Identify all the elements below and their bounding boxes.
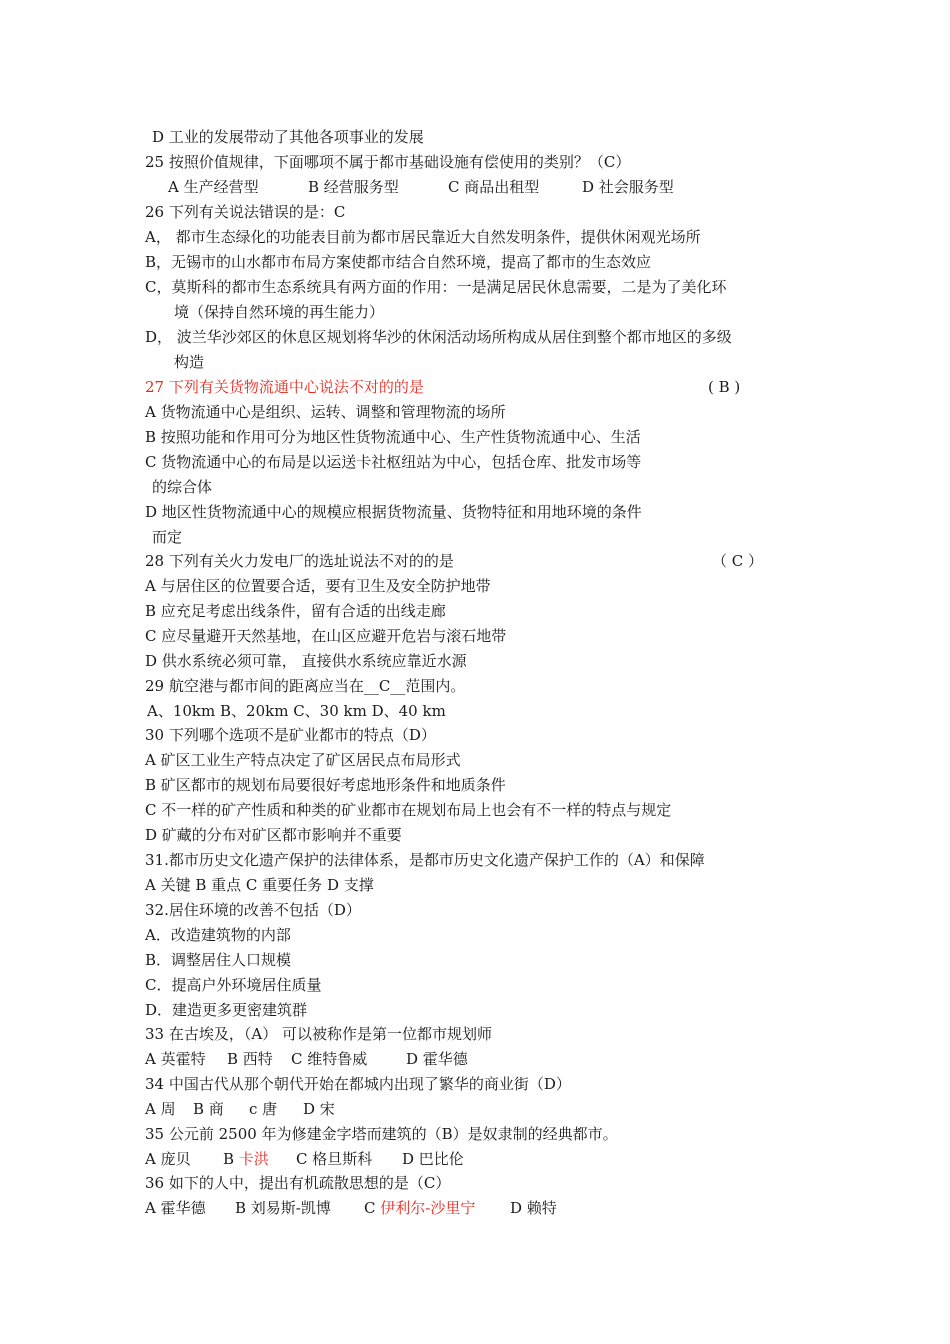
question-25-options <box>168 177 674 197</box>
question-32-option-b: B．调整居住人口规模 <box>145 951 292 969</box>
option-c-letter: C <box>364 1199 381 1217</box>
question-27: 27 下列有关货物流通中心说法不对的的是 <box>145 378 424 396</box>
question-33: 33 在古埃及，（A） 可以被称作是第一位都市规划师 <box>145 1025 492 1043</box>
option-b-letter: B <box>223 1150 239 1168</box>
question-26-option-b: B，无锡市的山水都市布局方案使都市结合自然环境，提高了都市的生态效应 <box>145 253 652 271</box>
option-a: A 英霍特 <box>145 1050 206 1068</box>
question-28-option-b: B 应充足考虑出线条件，留有合适的出线走廊 <box>145 602 446 620</box>
question-26: 26 下列有关说法错误的是：C <box>145 203 346 221</box>
option-d: D 社会服务型 <box>582 178 674 196</box>
option-a: A 霍华德 <box>145 1199 206 1217</box>
question-33-options <box>145 1049 468 1069</box>
option-c: C 格旦斯科 <box>296 1150 373 1168</box>
option-b: B 经营服务型 <box>308 178 399 196</box>
question-26-option-d-cont: 构造 <box>174 353 205 371</box>
question-31-options: A 关键 B 重点 C 重要任务 D 支撑 <box>145 876 374 894</box>
option-a: A 庞贝 <box>145 1150 191 1168</box>
option-d: D 宋 <box>303 1100 335 1118</box>
option-b: B 商 <box>193 1100 224 1118</box>
option-b: B 刘易斯-凯博 <box>235 1199 331 1217</box>
option-a: A 周 <box>145 1100 176 1118</box>
question-27-option-d-cont: 而定 <box>152 528 183 546</box>
question-30-option-b: B 矿区都市的规划布局要很好考虑地形条件和地质条件 <box>145 776 506 794</box>
question-26-option-a: A， 都市生态绿化的功能表目前为都市居民靠近大自然发明条件，提供休闲观光场所 <box>145 228 701 246</box>
question-30-option-c: C 不一样的矿产性质和种类的矿业都市在规划布局上也会有不一样的特点与规定 <box>145 801 672 819</box>
question-32-option-d: D．建造更多更密建筑群 <box>145 1001 308 1019</box>
question-34: 34 中国古代从那个朝代开始在都城内出现了繁华的商业街（D） <box>145 1075 571 1093</box>
option-c: C 商品出租型 <box>448 178 540 196</box>
question-28-option-c: C 应尽量避开天然基地，在山区应避开危岩与滚石地带 <box>145 627 507 645</box>
question-29-options: A、10km B、20km C、30 km D、40 km <box>147 702 446 720</box>
question-31: 31.都市历史文化遗产保护的法律体系，是都市历史文化遗产保护工作的（A）和保障 <box>145 851 705 869</box>
question-26-option-c-cont: 境（保持自然环境的再生能力） <box>174 303 385 321</box>
question-30: 30 下列哪个选项不是矿业都市的特点（D） <box>145 726 436 744</box>
option-c <box>364 1198 510 1218</box>
question-30-option-a: A 矿区工业生产特点决定了矿区居民点布局形式 <box>145 751 461 769</box>
question-35-options <box>145 1149 464 1169</box>
question-28-option-d: D 供水系统必须可靠， 直接供水系统应靠近水源 <box>145 652 467 670</box>
question-27-option-d: D 地区性货物流通中心的规模应根据货物流量、货物特征和用地环境的条件 <box>145 503 642 521</box>
question-27-option-c: C 货物流通中心的布局是以运送卡社枢纽站为中心，包括仓库、批发市场等 <box>145 453 642 471</box>
question-28-answer: （ C ） <box>712 552 764 570</box>
question-35: 35 公元前 2500 年为修建金字塔而建筑的（B）是奴隶制的经典都市。 <box>145 1125 618 1143</box>
option-d: D 巴比伦 <box>402 1150 464 1168</box>
question-36: 36 如下的人中，提出有机疏散思想的是（C） <box>145 1174 451 1192</box>
question-27-option-a: A 货物流通中心是组织、运转、调整和管理物流的场所 <box>145 403 506 421</box>
option-c-highlight: 伊利尔-沙里宁 <box>380 1199 476 1217</box>
question-26-option-d: D， 波兰华沙郊区的休息区规划将华沙的休闲活动场所构成从居住到整个都市地区的多级 <box>145 328 732 346</box>
question-27-option-c-cont: 的综合体 <box>152 478 213 496</box>
question-25: 25 按照价值规律，下面哪项不属于都市基础设施有偿使用的类别？（C） <box>145 153 631 171</box>
option-a: A 生产经营型 <box>168 178 259 196</box>
question-36-options <box>145 1198 557 1218</box>
question-32-option-a: A．改造建筑物的内部 <box>145 926 291 944</box>
question-32-option-c: C．提高户外环境居住质量 <box>145 976 322 994</box>
option-b <box>223 1149 296 1169</box>
option-d: D 赖特 <box>510 1199 557 1217</box>
option-c: C 维特鲁威 <box>291 1050 368 1068</box>
option-b-highlight: 卡洪 <box>238 1150 269 1168</box>
text-line: D 工业的发展带动了其他各项事业的发展 <box>152 128 424 146</box>
option-d: D 霍华德 <box>406 1050 468 1068</box>
option-c: c 唐 <box>249 1100 278 1118</box>
question-27-answer: ( B ) <box>708 378 741 396</box>
question-28-option-a: A 与居住区的位置要合适，要有卫生及安全防护地带 <box>145 577 491 595</box>
question-29: 29 航空港与都市间的距离应当在__C__范围内。 <box>145 677 466 695</box>
question-30-option-d: D 矿藏的分布对矿区都市影响并不重要 <box>145 826 402 844</box>
question-32: 32.居住环境的改善不包括（D） <box>145 901 361 919</box>
question-34-options <box>145 1099 335 1119</box>
question-27-option-b: B 按照功能和作用可分为地区性货物流通中心、生产性货物流通中心、生活 <box>145 428 641 446</box>
question-28: 28 下列有关火力发电厂的选址说法不对的的是 <box>145 552 454 570</box>
question-26-option-c: C，莫斯科的都市生态系统具有两方面的作用：一是满足居民休息需要，二是为了美化环 <box>145 278 727 296</box>
option-b: B 西特 <box>227 1050 273 1068</box>
